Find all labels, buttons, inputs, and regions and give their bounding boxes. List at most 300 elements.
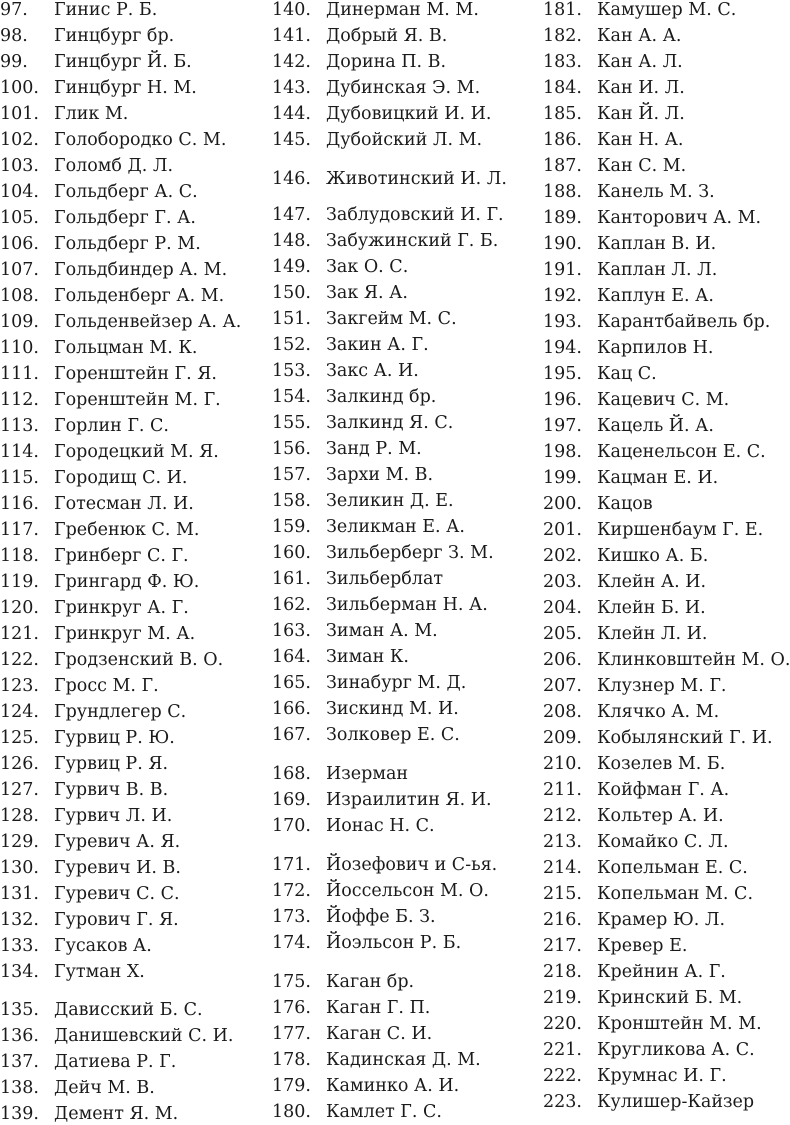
list-entry — [0, 779, 169, 801]
list-entry — [543, 675, 727, 697]
entry-number: 131. — [0, 884, 39, 904]
list-entry — [0, 1103, 179, 1125]
entry-name: Кадинская Д. М. — [326, 1050, 481, 1070]
entry-name: Каплан В. И. — [597, 234, 717, 254]
list-entry — [0, 441, 219, 463]
entry-name: Городецкий М. Я. — [54, 442, 219, 462]
entry-number: 149. — [272, 257, 311, 277]
list-entry — [272, 334, 429, 356]
entry-number: 114. — [0, 442, 39, 462]
entry-number: 162. — [272, 595, 311, 615]
list-entry — [543, 467, 719, 489]
list-entry — [0, 1077, 155, 1099]
entry-number: 223. — [543, 1092, 582, 1112]
entry-number: 148. — [272, 231, 311, 251]
entry-number: 199. — [543, 468, 582, 488]
list-entry — [272, 168, 507, 190]
entry-number: 195. — [543, 364, 582, 384]
entry-name: Гусаков А. — [54, 936, 152, 956]
entry-name: Золковер Е. С. — [326, 725, 460, 745]
entry-number: 171. — [272, 855, 311, 875]
entry-number: 169. — [272, 790, 311, 810]
entry-name: Гуревич И. В. — [54, 858, 181, 878]
entry-number: 197. — [543, 416, 582, 436]
list-entry — [543, 207, 762, 229]
list-entry — [272, 646, 409, 668]
entry-name: Каценельсон Е. С. — [597, 442, 766, 462]
entry-name: Зильберман Н. А. — [326, 595, 488, 615]
entry-name: Гольдберг Р. М. — [54, 234, 201, 254]
entry-number: 214. — [543, 858, 582, 878]
entry-number: 219. — [543, 988, 582, 1008]
entry-name: Комайко С. Л. — [597, 832, 729, 852]
entry-number: 183. — [543, 52, 582, 72]
entry-number: 110. — [0, 338, 39, 358]
list-entry — [543, 623, 708, 645]
list-entry — [0, 25, 175, 47]
entry-number: 215. — [543, 884, 582, 904]
entry-number: 115. — [0, 468, 39, 488]
list-entry — [543, 597, 706, 619]
entry-number: 178. — [272, 1050, 311, 1070]
entry-name: Кацман Е. И. — [597, 468, 719, 488]
list-entry — [0, 51, 192, 73]
list-entry — [0, 649, 224, 671]
entry-name: Кан И. Л. — [597, 78, 685, 98]
entry-number: 190. — [543, 234, 582, 254]
list-entry — [272, 516, 465, 538]
entry-number: 124. — [0, 702, 39, 722]
entry-name: Клячко А. М. — [597, 702, 720, 722]
list-entry — [0, 831, 181, 853]
entry-name: Израилитин Я. И. — [326, 790, 492, 810]
entry-name: Каплан Л. Л. — [597, 260, 718, 280]
entry-number: 216. — [543, 910, 582, 930]
entry-number: 133. — [0, 936, 39, 956]
list-entry — [543, 805, 724, 827]
list-entry — [0, 285, 225, 307]
entry-number: 116. — [0, 494, 39, 514]
entry-number: 188. — [543, 182, 582, 202]
entry-name: Грундлегер С. — [54, 702, 187, 722]
entry-name: Гурвиц Р. Я. — [54, 754, 169, 774]
entry-number: 157. — [272, 465, 311, 485]
entry-name: Демент Я. М. — [54, 1104, 179, 1124]
entry-name: Занд Р. М. — [326, 439, 422, 459]
list-entry — [0, 727, 175, 749]
entry-number: 134. — [0, 962, 39, 982]
entry-number: 155. — [272, 413, 311, 433]
entry-number: 112. — [0, 390, 39, 410]
entry-number: 186. — [543, 130, 582, 150]
list-entry — [543, 181, 715, 203]
list-entry — [0, 77, 197, 99]
list-entry — [0, 519, 200, 541]
entry-number: 173. — [272, 907, 311, 927]
entry-number: 220. — [543, 1014, 582, 1034]
list-entry — [543, 51, 683, 73]
list-entry — [0, 805, 173, 827]
entry-name: Гинцбург бр. — [54, 26, 175, 46]
entry-name: Горенштейн М. Г. — [54, 390, 221, 410]
entry-number: 120. — [0, 598, 39, 618]
list-entry — [0, 311, 242, 333]
list-entry — [272, 724, 460, 746]
entry-number: 165. — [272, 673, 311, 693]
list-entry — [0, 0, 158, 21]
entry-name: Копельман Е. С. — [597, 858, 748, 878]
entry-name: Зеликин Д. Е. — [326, 491, 454, 511]
list-entry — [543, 311, 771, 333]
list-entry — [543, 155, 687, 177]
entry-name: Клейн Б. И. — [597, 598, 706, 618]
entry-number: 158. — [272, 491, 311, 511]
entry-number: 127. — [0, 780, 39, 800]
entry-number: 122. — [0, 650, 39, 670]
list-entry — [272, 360, 419, 382]
list-entry — [543, 1039, 755, 1061]
entry-number: 139. — [0, 1104, 39, 1124]
list-entry — [0, 337, 198, 359]
list-entry — [272, 490, 454, 512]
entry-number: 118. — [0, 546, 39, 566]
entry-name: Каган бр. — [326, 972, 415, 992]
entry-number: 108. — [0, 286, 39, 306]
entry-name: Кан А. Л. — [597, 52, 683, 72]
entry-name: Кринский Б. М. — [597, 988, 743, 1008]
entry-number: 217. — [543, 936, 582, 956]
list-entry — [272, 880, 489, 902]
entry-number: 159. — [272, 517, 311, 537]
entry-name: Йоэльсон Р. Б. — [326, 933, 462, 953]
entry-name: Клузнер М. Г. — [597, 676, 727, 696]
entry-name: Грингард Ф. Ю. — [54, 572, 200, 592]
entry-number: 167. — [272, 725, 311, 745]
entry-name: Гуревич А. Я. — [54, 832, 181, 852]
entry-name: Кац С. — [597, 364, 657, 384]
list-entry — [272, 594, 488, 616]
entry-name: Камлет Г. С. — [326, 1102, 442, 1122]
list-entry — [0, 935, 152, 957]
entry-number: 130. — [0, 858, 39, 878]
entry-name: Залкинд Я. С. — [326, 413, 454, 433]
entry-name: Городищ С. И. — [54, 468, 188, 488]
entry-name: Зильберблат — [326, 569, 444, 589]
entry-number: 172. — [272, 881, 311, 901]
entry-number: 160. — [272, 543, 311, 563]
list-entry — [543, 285, 714, 307]
entry-number: 104. — [0, 182, 39, 202]
entry-name: Дорина П. В. — [326, 52, 447, 72]
entry-name: Карантбайвель бр. — [597, 312, 771, 332]
entry-name: Кобылянский Г. И. — [597, 728, 773, 748]
entry-number: 98. — [0, 26, 28, 46]
entry-name: Гурвич В. В. — [54, 780, 169, 800]
list-entry — [272, 129, 483, 151]
entry-name: Заблудовский И. Г. — [326, 205, 504, 225]
entry-name: Дубинская Э. М. — [326, 78, 481, 98]
entry-name: Гуревич С. С. — [54, 884, 180, 904]
list-entry — [543, 1091, 755, 1113]
list-entry — [272, 854, 498, 876]
entry-number: 105. — [0, 208, 39, 228]
list-entry — [0, 181, 198, 203]
entry-name: Каминко А. И. — [326, 1076, 460, 1096]
entry-number: 184. — [543, 78, 582, 98]
entry-name: Кронштейн М. М. — [597, 1014, 762, 1034]
list-entry — [543, 857, 748, 879]
list-entry — [272, 204, 504, 226]
list-entry — [543, 987, 743, 1009]
entry-number: 196. — [543, 390, 582, 410]
entry-number: 132. — [0, 910, 39, 930]
entry-name: Карпилов Н. — [597, 338, 714, 358]
list-entry — [543, 0, 737, 21]
list-entry — [0, 415, 169, 437]
list-entry — [543, 753, 726, 775]
entry-name: Динерман М. М. — [326, 0, 479, 20]
entry-number: 145. — [272, 130, 311, 150]
list-entry — [272, 789, 492, 811]
entry-number: 111. — [0, 364, 39, 384]
entry-number: 109. — [0, 312, 39, 332]
entry-name: Камушер М. С. — [597, 0, 737, 20]
entry-name: Изерман — [326, 764, 409, 784]
entry-name: Кольтер А. И. — [597, 806, 724, 826]
entry-number: 179. — [272, 1076, 311, 1096]
entry-name: Гринберг С. Г. — [54, 546, 189, 566]
list-entry — [543, 233, 717, 255]
entry-name: Ионас Н. С. — [326, 816, 435, 836]
entry-number: 150. — [272, 283, 311, 303]
list-entry — [272, 282, 408, 304]
entry-number: 182. — [543, 26, 582, 46]
list-entry — [543, 909, 726, 931]
entry-name: Гурвич Л. И. — [54, 806, 173, 826]
entry-number: 192. — [543, 286, 582, 306]
entry-number: 174. — [272, 933, 311, 953]
list-entry — [272, 230, 499, 252]
list-entry — [0, 363, 217, 385]
entry-name: Зискинд М. И. — [326, 699, 459, 719]
list-entry — [272, 308, 457, 330]
entry-name: Гольдбиндер А. М. — [54, 260, 228, 280]
entry-number: 153. — [272, 361, 311, 381]
entry-number: 213. — [543, 832, 582, 852]
entry-number: 129. — [0, 832, 39, 852]
list-entry — [272, 0, 479, 21]
list-entry — [0, 545, 189, 567]
list-entry — [272, 256, 409, 278]
entry-name: Кацевич С. М. — [597, 390, 730, 410]
entry-name: Гинцбург Й. Б. — [54, 52, 192, 72]
entry-number: 198. — [543, 442, 582, 462]
entry-number: 144. — [272, 104, 311, 124]
list-entry — [0, 571, 200, 593]
list-entry — [272, 1049, 481, 1071]
list-entry — [272, 464, 434, 486]
entry-number: 201. — [543, 520, 582, 540]
entry-number: 152. — [272, 335, 311, 355]
list-entry — [0, 1051, 177, 1073]
list-entry — [0, 675, 159, 697]
entry-number: 126. — [0, 754, 39, 774]
entry-name: Голомб Д. Л. — [54, 156, 174, 176]
entry-name: Зак О. С. — [326, 257, 409, 277]
entry-number: 128. — [0, 806, 39, 826]
entry-name: Клейн А. И. — [597, 572, 707, 592]
entry-name: Кацов — [597, 494, 653, 514]
list-entry — [543, 935, 688, 957]
entry-name: Каган С. И. — [326, 1024, 433, 1044]
list-entry — [0, 623, 196, 645]
list-entry — [272, 698, 459, 720]
entry-name: Зеликман Е. А. — [326, 517, 465, 537]
list-entry — [543, 571, 707, 593]
list-entry — [543, 259, 718, 281]
entry-name: Гурович Г. Я. — [54, 910, 179, 930]
entry-number: 180. — [272, 1102, 311, 1122]
entry-name: Залкинд бр. — [326, 387, 437, 407]
entry-name: Закгейм М. С. — [326, 309, 457, 329]
entry-number: 123. — [0, 676, 39, 696]
entry-number: 205. — [543, 624, 582, 644]
entry-name: Зинабург М. Д. — [326, 673, 467, 693]
list-entry — [543, 493, 653, 515]
list-entry — [543, 389, 730, 411]
entry-number: 119. — [0, 572, 39, 592]
list-entry — [0, 999, 203, 1021]
entry-name: Каплун Е. А. — [597, 286, 714, 306]
entry-name: Готесман Л. И. — [54, 494, 194, 514]
list-entry — [0, 493, 194, 515]
entry-number: 221. — [543, 1040, 582, 1060]
entry-number: 143. — [272, 78, 311, 98]
entry-number: 125. — [0, 728, 39, 748]
entry-number: 185. — [543, 104, 582, 124]
entry-number: 135. — [0, 1000, 39, 1020]
entry-name: Гурвиц Р. Ю. — [54, 728, 175, 748]
entry-name: Клинковштейн М. О. — [597, 650, 790, 670]
entry-name: Гольцман М. К. — [54, 338, 198, 358]
entry-name: Зиман К. — [326, 647, 409, 667]
entry-number: 140. — [272, 0, 311, 20]
list-entry — [0, 909, 179, 931]
entry-number: 113. — [0, 416, 39, 436]
entry-name: Зак Я. А. — [326, 283, 408, 303]
list-entry — [543, 883, 754, 905]
list-entry — [272, 568, 444, 590]
entry-name: Дейч М. В. — [54, 1078, 155, 1098]
entry-number: 154. — [272, 387, 311, 407]
entry-number: 156. — [272, 439, 311, 459]
entry-name: Горлин Г. С. — [54, 416, 169, 436]
list-entry — [543, 103, 685, 125]
entry-name: Закин А. Г. — [326, 335, 429, 355]
list-entry — [272, 997, 431, 1019]
list-entry — [0, 467, 188, 489]
list-entry — [543, 701, 720, 723]
entry-name: Канторович А. М. — [597, 208, 762, 228]
entry-number: 200. — [543, 494, 582, 514]
list-entry — [0, 597, 189, 619]
entry-name: Забужинский Г. Б. — [326, 231, 499, 251]
list-entry — [272, 971, 415, 993]
entry-number: 189. — [543, 208, 582, 228]
list-entry — [0, 129, 227, 151]
list-entry — [543, 1013, 762, 1035]
list-entry — [543, 961, 726, 983]
entry-number: 212. — [543, 806, 582, 826]
entry-number: 103. — [0, 156, 39, 176]
entry-number: 117. — [0, 520, 39, 540]
entry-name: Кан С. М. — [597, 156, 687, 176]
entry-name: Глик М. — [54, 104, 129, 124]
entry-number: 102. — [0, 130, 39, 150]
entry-name: Гребенюк С. М. — [54, 520, 200, 540]
entry-name: Кан Н. А. — [597, 130, 684, 150]
entry-number: 187. — [543, 156, 582, 176]
list-entry — [0, 1025, 234, 1047]
entry-number: 193. — [543, 312, 582, 332]
entry-name: Койфман Г. А. — [597, 780, 730, 800]
entry-number: 211. — [543, 780, 582, 800]
entry-name: Дависский Б. С. — [54, 1000, 203, 1020]
list-entry — [272, 763, 409, 785]
entry-number: 207. — [543, 676, 582, 696]
entry-number: 175. — [272, 972, 311, 992]
list-entry — [272, 51, 447, 73]
entry-name: Киршенбаум Г. Е. — [597, 520, 764, 540]
entry-number: 209. — [543, 728, 582, 748]
entry-name: Закс А. И. — [326, 361, 419, 381]
entry-number: 208. — [543, 702, 582, 722]
entry-name: Гросс М. Г. — [54, 676, 159, 696]
entry-number: 121. — [0, 624, 39, 644]
list-entry — [272, 815, 435, 837]
entry-number: 100. — [0, 78, 39, 98]
list-entry — [272, 620, 438, 642]
entry-name: Кишко А. Б. — [597, 546, 709, 566]
list-entry — [272, 438, 422, 460]
entry-number: 142. — [272, 52, 311, 72]
entry-number: 137. — [0, 1052, 39, 1072]
list-entry — [0, 207, 196, 229]
entry-number: 99. — [0, 52, 28, 72]
list-entry — [543, 77, 685, 99]
entry-name: Йоффе Б. З. — [326, 907, 436, 927]
entry-number: 177. — [272, 1024, 311, 1044]
list-entry — [0, 155, 174, 177]
entry-name: Данишевский С. И. — [54, 1026, 234, 1046]
list-entry — [543, 519, 764, 541]
entry-number: 141. — [272, 26, 311, 46]
entry-number: 210. — [543, 754, 582, 774]
entry-number: 136. — [0, 1026, 39, 1046]
entry-name: Копельман М. С. — [597, 884, 754, 904]
entry-number: 107. — [0, 260, 39, 280]
entry-name: Кругликова А. С. — [597, 1040, 755, 1060]
list-entry — [272, 1023, 433, 1045]
entry-name: Гутман Х. — [54, 962, 145, 982]
list-entry — [0, 233, 201, 255]
entry-name: Гинцбург Н. М. — [54, 78, 197, 98]
entry-number: 170. — [272, 816, 311, 836]
entry-name: Животинский И. Л. — [326, 169, 507, 189]
list-entry — [543, 25, 682, 47]
entry-name: Крамер Ю. Л. — [597, 910, 726, 930]
entry-name: Кацель Й. А. — [597, 416, 714, 436]
